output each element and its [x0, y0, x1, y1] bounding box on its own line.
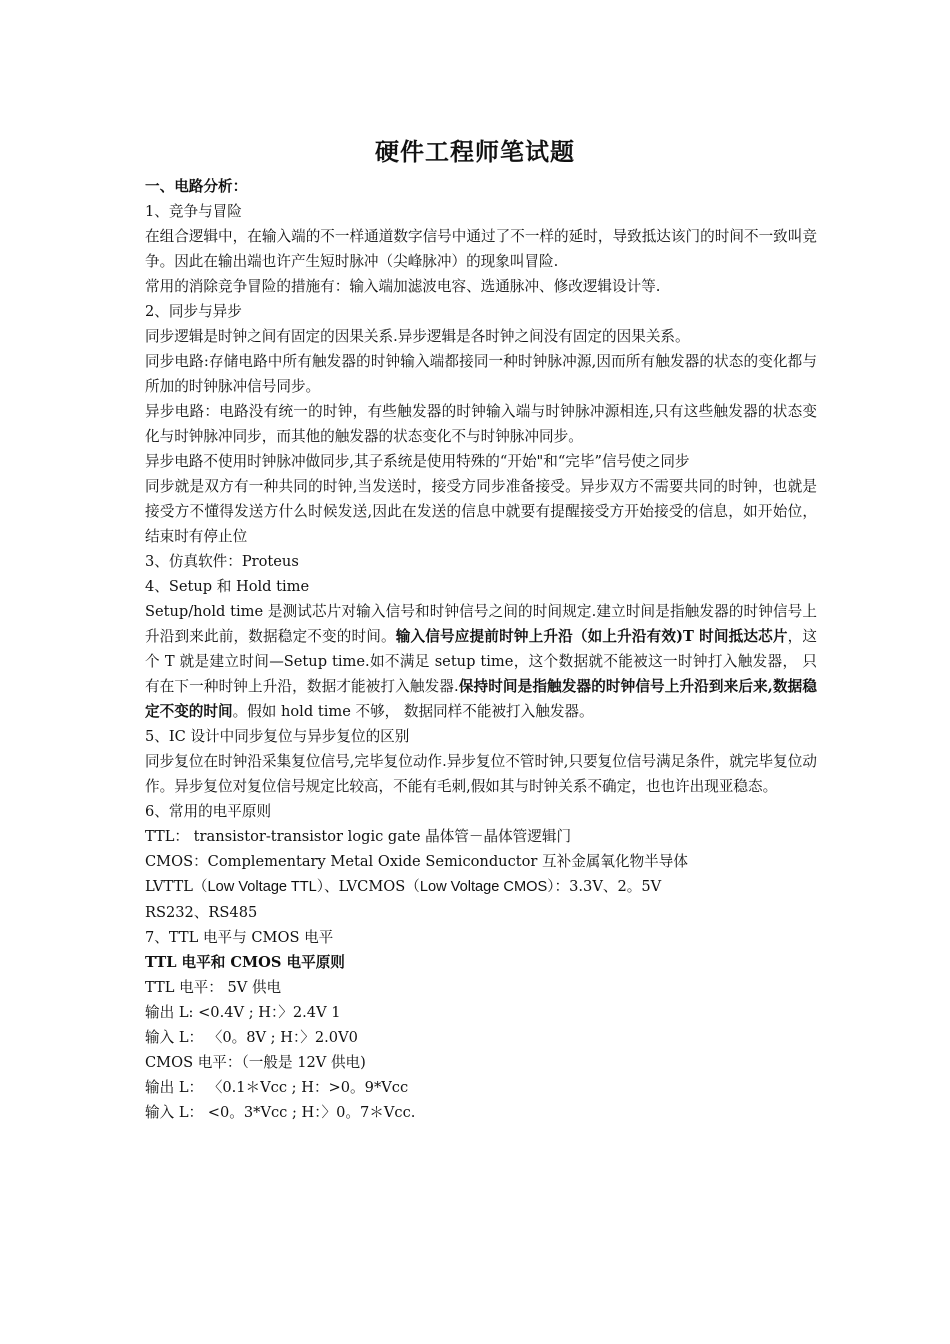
item2-paragraph-5: 同步就是双方有一种共同的时钟,当发送时，接受方同步准备接受。异步双方不需要共同的时钟，也就是接受方不懂得发送方什么时候发送,因此在发送的信息中就要有提醒接受方开始接受的信息，如开始位，结束时有停止位	[145, 478, 817, 545]
item6-lv	[145, 874, 817, 900]
item7-ttl-output: 输出 L: <0.4V ; H：〉2.4V 1	[145, 1004, 341, 1021]
item4-bold-2: 保持时间是指触发器的时钟信号上升沿到来后来,数据稳定不变的时间	[145, 678, 817, 720]
item6-ttl: TTL： transistor-transistor logic gate 晶体管－晶体管逻辑门	[145, 828, 572, 845]
item4-bold-1: 输入信号应提前时钟上升沿（如上升沿有效)T 时间抵达芯片	[395, 628, 788, 645]
item6-lv-part-a: LVTTL（	[145, 878, 208, 895]
item7-cmos-input: 输入 L： <0。3*Vcc ; H：〉0。7＊Vcc.	[145, 1104, 416, 1121]
item2-paragraph-2: 同步电路:存储电路中所有触发器的时钟输入端都接同一种时钟脉冲源,因而所有触发器的状态的变化都与所加的时钟脉冲信号同步。	[145, 353, 817, 395]
item4-text-3: 。假如 hold time 不够， 数据同样不能被打入触发器。	[232, 703, 594, 720]
item2-paragraph-4: 异步电路不使用时钟脉冲做同步,其子系统是使用特殊的“开始"和“完毕”信号使之同步	[145, 453, 690, 470]
item2-paragraph-1: 同步逻辑是时钟之间有固定的因果关系.异步逻辑是各时钟之间没有固定的因果关系。	[145, 328, 690, 345]
item4-title: 4、Setup 和 Hold time	[145, 578, 310, 595]
item7-cmos-level: CMOS 电平：（一般是 12V 供电)	[145, 1054, 366, 1071]
item5-title: 5、IC 设计中同步复位与异步复位的区别	[145, 728, 410, 745]
item7-subtitle: TTL 电平和 CMOS 电平原则	[145, 954, 345, 971]
item6-cmos-cn: 互补金属氧化物半导体	[542, 853, 688, 870]
item1-paragraph-2: 常用的消除竞争冒险的措施有：输入端加滤波电容、选通脉冲、修改逻辑设计等.	[145, 278, 661, 295]
item1-paragraph-1: 在组合逻辑中，在输入端的不一样通道数字信号中通过了不一样的延时，导致抵达该门的时间不一致叫竞争。因此在输出端也许产生短时脉冲（尖峰脉冲）的现象叫冒险.	[145, 228, 817, 270]
section-heading: 一、电路分析：	[145, 178, 248, 195]
item7-ttl-input: 输入 L： 〈0。8V ; H：〉2.0V0	[145, 1029, 358, 1046]
item6-cmos	[145, 849, 817, 874]
item7-title: 7、TTL 电平与 CMOS 电平	[145, 929, 334, 946]
item4-text-2: ，这个 T 就是建立时间—Setup time.如不满足 setup time，这个数据就不能被这一时钟打入触发器， 只有在下一种时钟上升沿，数据才能被打入触发器.	[145, 628, 817, 695]
item1-title: 1、竞争与冒险	[145, 203, 242, 220]
item6-lv-part-d: Low Voltage CMOS	[419, 879, 548, 895]
item2-paragraph-3: 异步电路：电路没有统一的时钟，有些触发器的时钟输入端与时钟脉冲源相连,只有这些触发器的状态变化与时钟脉冲同步，而其他的触发器的状态变化不与时钟脉冲同步。	[145, 403, 817, 445]
item6-rs: RS232、RS485	[145, 904, 258, 921]
item6-lv-part-b: Low Voltage TTL	[207, 879, 317, 895]
item2-title: 2、同步与异步	[145, 303, 242, 320]
item5-paragraph: 同步复位在时钟沿采集复位信号,完毕复位动作.异步复位不管时钟,只要复位信号满足条件，就完毕复位动作。异步复位对复位信号规定比较高，不能有毛刺,假如其与时钟关系不确定，也也许出现亚稳态。	[145, 753, 817, 795]
page-title: 硬件工程师笔试题	[375, 138, 575, 166]
item6-title: 6、常用的电平原则	[145, 803, 272, 820]
document-body	[145, 174, 817, 1125]
item3-title: 3、仿真软件：Proteus	[145, 553, 299, 570]
item6-lv-part-c: ）、LVCMOS（	[316, 878, 420, 895]
item4-text-1: Setup/hold time 是测试芯片对输入信号和时钟信号之间的时间规定.建立时间是指触发器的时钟信号上升沿到来此前，数据稳定不变的时间。	[145, 603, 817, 645]
item6-lv-part-e: ）：3.3V、2。5V	[547, 878, 662, 895]
item4-paragraph	[145, 599, 817, 724]
item7-ttl-level: TTL 电平： 5V 供电	[145, 979, 282, 996]
item7-cmos-output: 输出 L： 〈0.1＊Vcc ; H：>0。9*Vcc	[145, 1079, 409, 1096]
item6-cmos-en: CMOS：Complementary Metal Oxide Semiconductor	[145, 853, 543, 870]
